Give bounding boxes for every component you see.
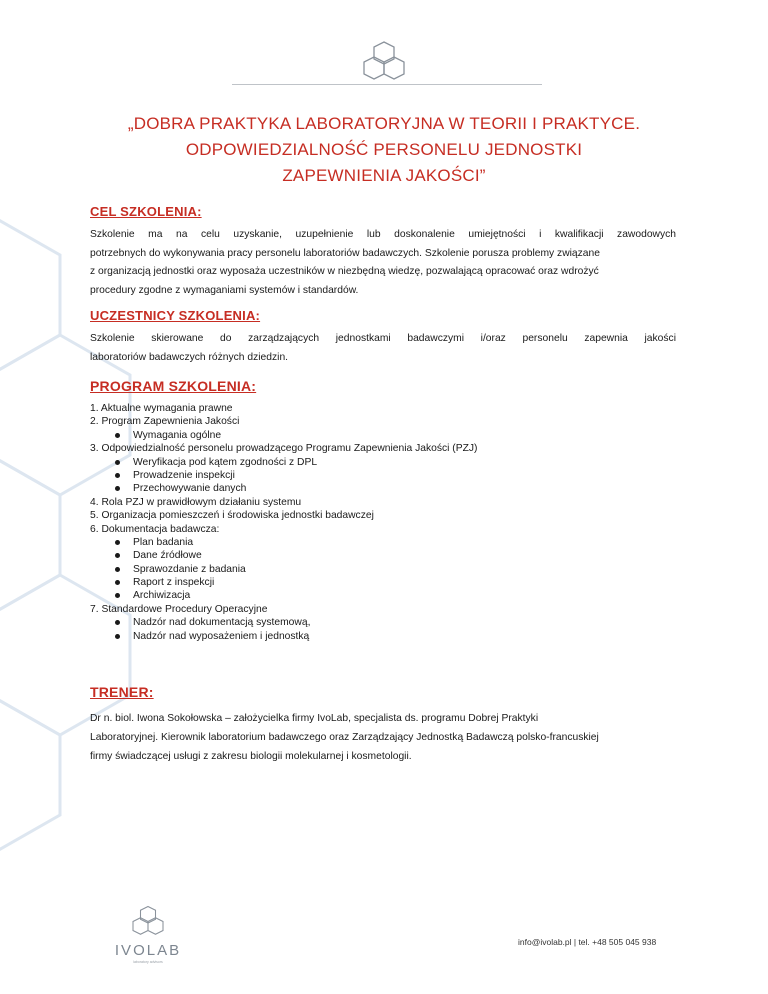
program-subitem — [90, 456, 477, 469]
program-item: 7. Standardowe Procedury Operacyjne — [90, 603, 268, 615]
paragraph-line: Dr n. biol. Iwona Sokołowska – założycielka firmy IvoLab, specjalista ds. programu Dobrej Praktyki — [90, 713, 539, 724]
program-subitem — [90, 429, 477, 442]
heading-program-szkolenia: PROGRAM SZKOLENIA: — [90, 378, 257, 394]
subitem-label: Weryfikacja pod kątem zgodności z DPL — [133, 456, 318, 468]
program-subitem — [90, 589, 477, 602]
program-subitem — [90, 482, 477, 495]
paragraph-line: Szkolenie ma na celu uzyskanie, uzupełnienie lub doskonalenie umiejętności i kwalifikacji zawodowych — [90, 229, 676, 240]
title-line: ZAPEWNIENIA JAKOŚCI” — [282, 166, 486, 185]
subitem-label: Prowadzenie inspekcji — [133, 469, 235, 481]
subitem-label: Archiwizacja — [133, 590, 191, 602]
program-subitem — [90, 630, 477, 643]
subitem-label: Nadzór nad wyposażeniem i jednostką — [133, 630, 310, 642]
program-subitem — [90, 563, 477, 576]
heading-trener: TRENER: — [90, 684, 154, 700]
program-item: 3. Odpowiedzialność personelu prowadzącego Programu Zapewnienia Jakości (PZJ) — [90, 443, 478, 455]
paragraph-line: Laboratoryjnej. Kierownik laboratorium badawczego oraz Zarządzający Jednostką Badawczą polsko-francuskiej — [90, 732, 599, 743]
contact-info: info@ivolab.pl | tel. +48 505 045 938 — [518, 937, 657, 947]
bullet-icon — [115, 486, 120, 491]
document-title — [80, 111, 688, 189]
program-subitem — [90, 616, 477, 629]
header-divider — [232, 84, 542, 85]
program-subitem — [90, 469, 477, 482]
subitem-label: Plan badania — [133, 536, 194, 548]
paragraph-line: procedury zgodne z wymaganiami systemów i standardów. — [90, 284, 359, 296]
bullet-icon — [115, 433, 120, 438]
paragraph-uczestnicy — [90, 330, 676, 367]
paragraph-trener — [90, 709, 599, 766]
heading-uczestnicy-szkolenia: UCZESTNICY SZKOLENIA: — [90, 308, 261, 323]
subitem-label: Przechowywanie danych — [133, 483, 247, 495]
subitem-label: Raport z inspekcji — [133, 577, 215, 589]
hexagon-cube-icon — [362, 40, 406, 80]
hexagon-cube-icon — [131, 905, 165, 935]
program-subitem — [90, 536, 477, 549]
paragraph-line: laboratoriów badawczych różnych dziedzin. — [90, 351, 289, 363]
bullet-icon — [115, 460, 120, 465]
subitem-label: Nadzór nad dokumentacją systemową, — [133, 617, 311, 629]
paragraph-line: firmy świadczącej usługi z zakresu biologii molekularnej i kosmetologii. — [90, 751, 412, 762]
bullet-icon — [115, 553, 120, 558]
bullet-icon — [115, 540, 120, 545]
brand-name: IVOLAB — [114, 942, 182, 959]
bullet-icon — [115, 593, 120, 598]
bullet-icon — [115, 567, 120, 572]
paragraph-line: potrzebnych do wykonywania pracy personelu laboratoriów badawczych. Szkolenie porusza problemy związane — [90, 247, 600, 259]
paragraph-cel — [90, 226, 676, 300]
paragraph-line: z organizacją jednostki oraz wyposaża uczestników w niezbędną wiedzę, pozwalającą opracować oraz wdrożyć — [90, 266, 599, 277]
subitem-label: Sprawozdanie z badania — [133, 563, 246, 575]
heading-cel-szkolenia: CEL SZKOLENIA: — [90, 204, 202, 219]
brand-tagline: laboratory advisors — [133, 960, 163, 964]
paragraph-line: Szkolenie skierowane do zarządzających jednostkami badawczymi i/oraz personelu zapewnia jakości — [90, 333, 676, 344]
bullet-icon — [115, 620, 120, 625]
bullet-icon — [115, 473, 120, 478]
program-item: 6. Dokumentacja badawcza: — [90, 523, 220, 535]
program-item: 5. Organizacja pomieszczeń i środowiska jednostki badawczej — [90, 510, 374, 522]
title-line: ODPOWIEDZIALNOŚĆ PERSONELU JEDNOSTKI — [185, 140, 583, 159]
program-item: 2. Program Zapewnienia Jakości — [90, 416, 240, 428]
title-line: „DOBRA PRAKTYKA LABORATORYJNA W TEORII I PRAKTYCE. — [127, 114, 641, 133]
program-subitem — [90, 576, 477, 589]
bullet-icon — [115, 634, 120, 639]
program-item: 1. Aktualne wymagania prawne — [90, 403, 233, 414]
footer-logo — [110, 905, 186, 964]
program-item: 4. Rola PZJ w prawidłowym działaniu systemu — [90, 496, 302, 508]
subitem-label: Wymagania ogólne — [133, 429, 222, 441]
subitem-label: Dane źródłowe — [133, 550, 202, 562]
bullet-icon — [115, 580, 120, 585]
program-subitem — [90, 549, 477, 562]
program-list — [90, 402, 477, 643]
